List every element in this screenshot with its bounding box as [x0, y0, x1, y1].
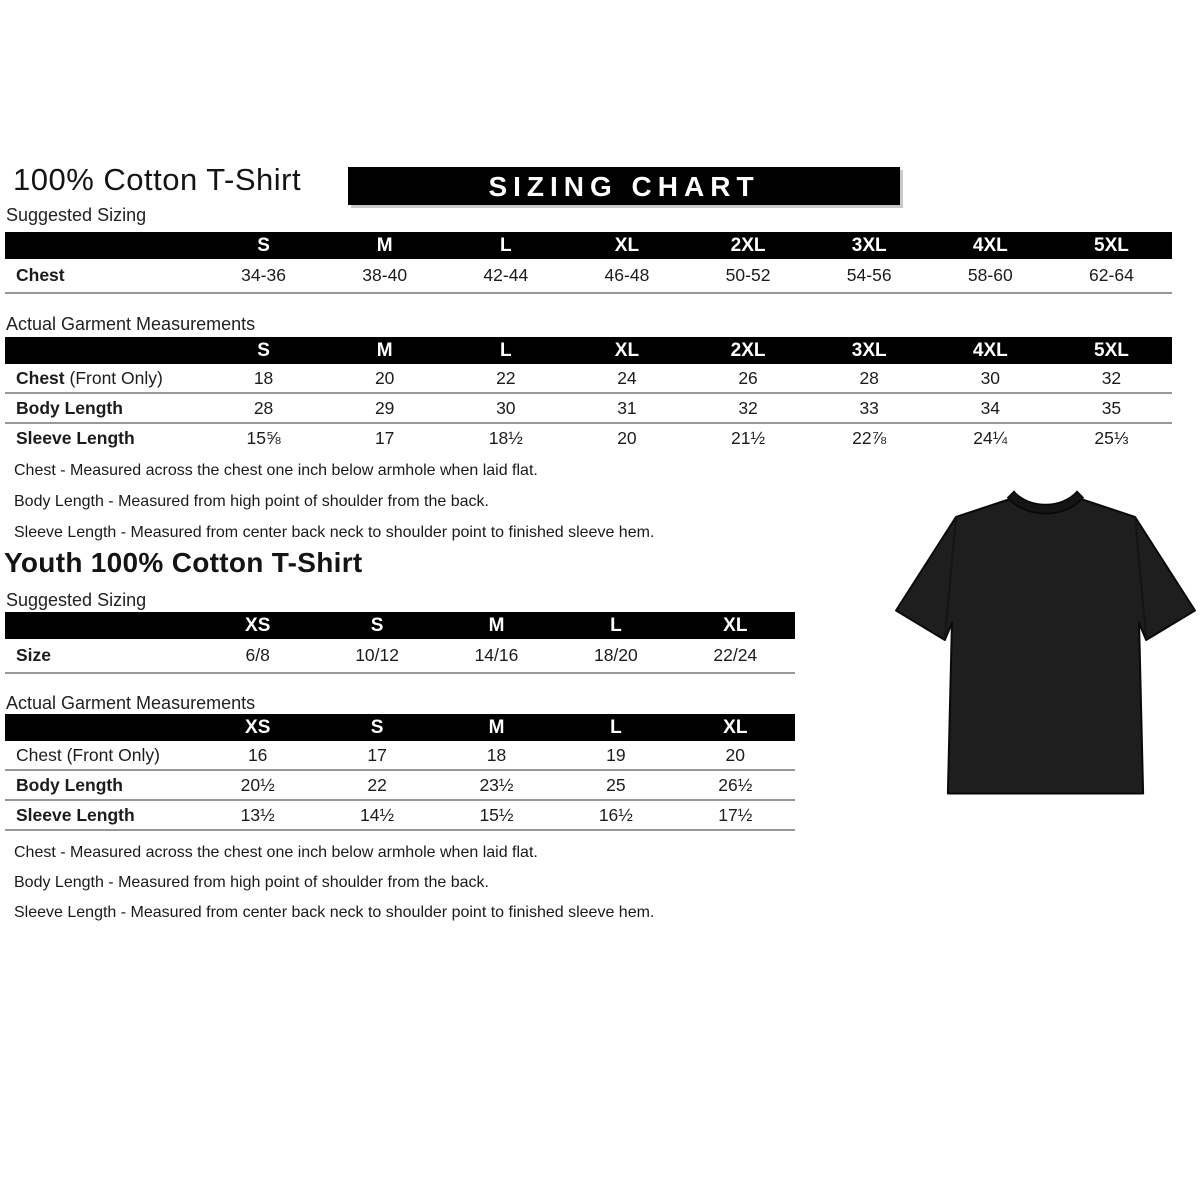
sizing-chart-banner: SIZING CHART [348, 167, 900, 205]
measurement-value: 20 [324, 364, 445, 393]
measurement-value: 19 [556, 741, 675, 770]
row-label: Chest [5, 259, 203, 293]
size-column-header: S [203, 337, 324, 364]
measurement-value: 21½ [731, 427, 766, 448]
note-line: Body Length - Measured from high point of shoulder from the back. [14, 493, 489, 510]
chest-range-value: 50-52 [688, 259, 809, 293]
measurement-value: 17 [317, 741, 436, 770]
youth-garment-measurements-label: Actual Garment Measurements [6, 693, 256, 713]
youth-size-value: 10/12 [317, 639, 436, 673]
table-header-row [5, 612, 795, 639]
adult-garment-measurements-label: Actual Garment Measurements [6, 314, 256, 334]
measurement-value: 20 [676, 741, 795, 770]
body-length-row [5, 770, 795, 800]
table-header-row [5, 337, 1172, 364]
size-column-header: S [317, 612, 436, 639]
size-column-header: M [437, 714, 556, 741]
measurement-value: 17½ [676, 800, 795, 830]
size-column-header: XL [676, 612, 795, 639]
chest-range-row [5, 259, 1172, 293]
measurement-value: 22 [317, 770, 436, 800]
youth-garment-measurements-table [5, 714, 795, 831]
size-column-header: XS [198, 612, 317, 639]
size-column-header: XL [566, 232, 687, 259]
size-column-header: M [324, 337, 445, 364]
size-column-header: M [437, 612, 556, 639]
measurement-value: 16½ [556, 800, 675, 830]
measurement-value: 22⅞ [852, 427, 887, 448]
adult-suggested-sizing-table [5, 232, 1172, 294]
size-column-header: 3XL [809, 337, 930, 364]
measurement-value: 32 [688, 393, 809, 423]
chest-range-value: 54-56 [809, 259, 930, 293]
size-column-header: XL [566, 337, 687, 364]
row-label: Size [5, 639, 198, 673]
sleeve-length-row [5, 423, 1172, 452]
black-tshirt-graphic [893, 470, 1198, 812]
measurement-value: 18½ [488, 427, 523, 448]
measurement-value: 20 [617, 427, 637, 448]
header-spacer [5, 612, 198, 639]
adult-suggested-sizing-label: Suggested Sizing [6, 205, 147, 225]
measurement-value: 31 [566, 393, 687, 423]
row-label: Sleeve Length [5, 800, 198, 830]
chest-range-value: 34-36 [203, 259, 324, 293]
chest-range-value: 46-48 [566, 259, 687, 293]
body-length-row [5, 393, 1172, 423]
size-column-header: S [317, 714, 436, 741]
header-spacer [5, 337, 203, 364]
size-column-header: L [556, 714, 675, 741]
chest-range-value: 58-60 [930, 259, 1051, 293]
size-column-header: L [445, 337, 566, 364]
measurement-value: 28 [809, 364, 930, 393]
measurement-value: 13½ [198, 800, 317, 830]
header-spacer [5, 714, 198, 741]
youth-size-value: 18/20 [556, 639, 675, 673]
size-column-header: 4XL [930, 337, 1051, 364]
measurement-value: 26½ [676, 770, 795, 800]
page-title: 100% Cotton T-Shirt [13, 162, 302, 197]
size-column-header: L [445, 232, 566, 259]
header-spacer [5, 232, 203, 259]
note-line: Body Length - Measured from high point of shoulder from the back. [14, 874, 489, 891]
row-label: Chest (Front Only) [5, 741, 198, 770]
row-label: Body Length [5, 393, 203, 423]
measurement-value: 23½ [437, 770, 556, 800]
size-column-header: 5XL [1051, 337, 1172, 364]
row-label: Body Length [5, 770, 198, 800]
chest-range-value: 62-64 [1051, 259, 1172, 293]
measurement-value: 24 [566, 364, 687, 393]
size-column-header: 3XL [809, 232, 930, 259]
youth-size-value: 6/8 [198, 639, 317, 673]
measurement-value: 22 [445, 364, 566, 393]
note-line: Chest - Measured across the chest one inch below armhole when laid flat. [14, 844, 538, 861]
note-line: Sleeve Length - Measured from center back neck to shoulder point to finished sleeve hem. [14, 524, 655, 541]
measurement-value: 16 [198, 741, 317, 770]
measurement-value: 18 [437, 741, 556, 770]
sleeve-length-row [5, 800, 795, 830]
measurement-value: 20½ [198, 770, 317, 800]
chest-range-value: 38-40 [324, 259, 445, 293]
measurement-value: 24¼ [973, 427, 1008, 448]
note-line: Sleeve Length - Measured from center back neck to shoulder point to finished sleeve hem. [14, 904, 655, 921]
size-column-header: 5XL [1051, 232, 1172, 259]
chest-measurement-row [5, 364, 1172, 393]
measurement-value: 33 [809, 393, 930, 423]
size-column-header: 4XL [930, 232, 1051, 259]
youth-suggested-sizing-label: Suggested Sizing [6, 590, 147, 610]
measurement-value: 18 [203, 364, 324, 393]
measurement-value: 32 [1051, 364, 1172, 393]
note-line: Chest - Measured across the chest one inch below armhole when laid flat. [14, 462, 538, 479]
measurement-value: 25 [556, 770, 675, 800]
table-header-row [5, 232, 1172, 259]
measurement-value: 29 [324, 393, 445, 423]
measurement-value: 15⅝ [246, 427, 281, 448]
measurement-value: 17 [374, 427, 395, 448]
measurement-value: 35 [1051, 393, 1172, 423]
size-column-header: XL [676, 714, 795, 741]
measurement-value: 15½ [437, 800, 556, 830]
youth-section-title: Youth 100% Cotton T-Shirt [4, 547, 363, 578]
measurement-value: 25⅓ [1094, 427, 1129, 448]
size-column-header: 2XL [688, 232, 809, 259]
measurement-value: 30 [445, 393, 566, 423]
size-column-header: 2XL [688, 337, 809, 364]
size-column-header: M [324, 232, 445, 259]
chest-range-value: 42-44 [445, 259, 566, 293]
measurement-value: 30 [930, 364, 1051, 393]
measurement-value: 28 [203, 393, 324, 423]
youth-suggested-sizing-table [5, 612, 795, 674]
measurement-value: 26 [688, 364, 809, 393]
adult-garment-measurements-table [5, 337, 1172, 452]
size-column-header: XS [198, 714, 317, 741]
youth-measurement-notes [14, 838, 654, 928]
chest-measurement-row [5, 741, 795, 770]
size-column-header: S [203, 232, 324, 259]
size-column-header: L [556, 612, 675, 639]
measurement-value: 34 [930, 393, 1051, 423]
table-header-row [5, 714, 795, 741]
youth-size-value: 14/16 [437, 639, 556, 673]
measurement-value: 14½ [317, 800, 436, 830]
tshirt-image [893, 470, 1198, 812]
youth-size-value: 22/24 [676, 639, 795, 673]
adult-measurement-notes [14, 455, 654, 548]
row-label: Chest (Front Only) [5, 364, 203, 393]
youth-size-row [5, 639, 795, 673]
row-label: Sleeve Length [16, 427, 135, 448]
